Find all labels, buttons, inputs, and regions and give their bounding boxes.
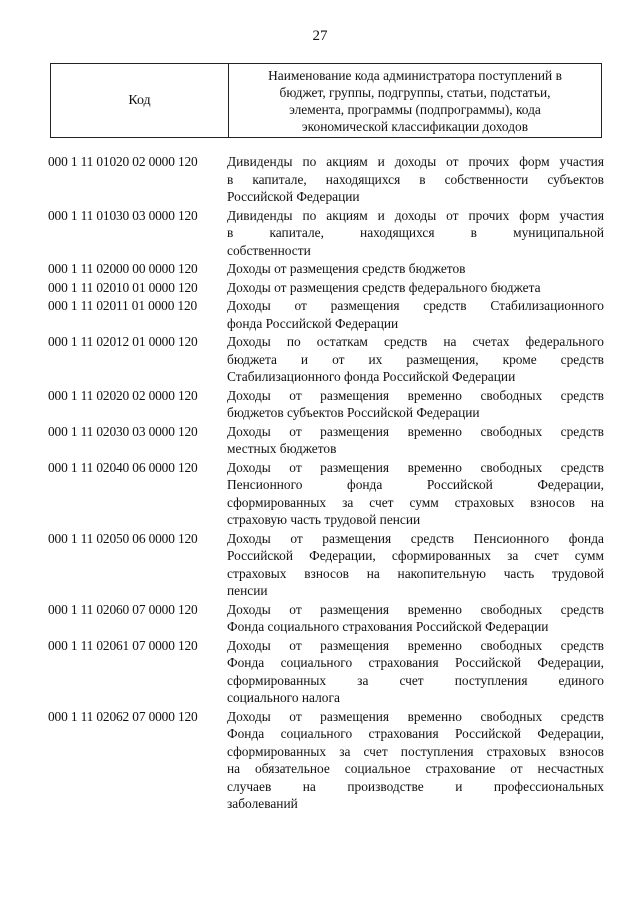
row-description	[226, 333, 604, 386]
row-description	[226, 260, 604, 278]
description-line: социального налога	[227, 690, 340, 705]
description-line: Фонда социального страхования Российской Федерации	[227, 619, 549, 634]
description-line: Российской Федерации, сформированных за счет сумм	[227, 548, 604, 563]
description-line: Фонда социального страхования Российской Федерации,	[227, 726, 604, 741]
table-row	[48, 297, 604, 332]
description-line: случаев на производстве и профессиональных	[227, 778, 604, 794]
row-description	[226, 530, 604, 600]
table-row	[48, 333, 604, 386]
description-line: Доходы от размещения временно свободных средств	[227, 387, 604, 403]
row-description	[226, 637, 604, 707]
description-line: Стабилизационного фонда Российской Федерации	[227, 369, 516, 384]
row-code: 000 1 11 02012 01 0000 120	[48, 334, 198, 349]
description-line: в капитале, находящихся в собственности субъектов	[227, 171, 604, 187]
row-code: 000 1 11 02050 06 0000 120	[48, 530, 198, 546]
row-code: 000 1 11 02061 07 0000 120	[48, 637, 198, 653]
table-row	[48, 530, 604, 600]
description-line: Доходы от размещения временно свободных средств	[227, 637, 604, 653]
row-description	[226, 708, 604, 813]
table-header	[50, 63, 602, 138]
description-line: Доходы от размещения средств федерального бюджета	[227, 279, 541, 295]
table-row	[48, 260, 604, 278]
description-line: Российской Федерации	[227, 189, 360, 204]
description-line: Дивиденды по акциям и доходы от прочих форм участия	[227, 154, 604, 169]
description-line: Дивиденды по акциям и доходы от прочих форм участия	[227, 207, 604, 223]
table-row	[48, 637, 604, 707]
description-line: заболеваний	[227, 796, 298, 811]
row-code: 000 1 11 02010 01 0000 120	[48, 279, 198, 295]
description-line: на обязательное социальное страхование от несчастных	[227, 761, 604, 776]
row-code: 000 1 11 02062 07 0000 120	[48, 708, 198, 724]
header-code-label: Код	[51, 64, 229, 137]
row-description	[226, 601, 604, 636]
row-code: 000 1 11 02060 07 0000 120	[48, 601, 198, 617]
table-row	[48, 708, 604, 813]
description-line: Доходы от размещения временно свободных средств	[227, 601, 604, 617]
row-code: 000 1 11 02040 06 0000 120	[48, 459, 198, 475]
description-line: Доходы от размещения средств бюджетов	[227, 261, 466, 276]
row-description	[226, 297, 604, 332]
description-line: местных бюджетов	[227, 441, 337, 456]
row-code: 000 1 11 01020 02 0000 120	[48, 154, 198, 169]
description-line: страховую часть трудовой пенсии	[227, 512, 421, 527]
description-line: сформированных за счет поступления страховых взносов	[227, 743, 604, 759]
row-description	[226, 387, 604, 422]
page-number: 27	[312, 28, 328, 44]
classification-list	[48, 153, 604, 814]
description-line: Фонда социального страхования Российской Федерации,	[227, 655, 604, 670]
header-name-label: Наименование кода администратора поступлений в бюджет, группы, подгруппы, статьи, подстатьи, элемента, программы (подпрограммы), кода экономической классификации доходов	[268, 67, 562, 134]
table-row	[48, 153, 604, 206]
description-line: сформированных за счет сумм страховых взносов на	[227, 494, 604, 510]
row-code: 000 1 11 01030 03 0000 120	[48, 207, 198, 223]
row-code: 000 1 11 02011 01 0000 120	[48, 298, 198, 313]
description-line: Пенсионного фонда Российской Федерации,	[227, 477, 604, 492]
row-description	[226, 153, 604, 206]
table-row	[48, 459, 604, 529]
row-description	[226, 279, 604, 297]
table-row	[48, 387, 604, 422]
description-line: пенсии	[227, 583, 268, 598]
description-line: собственности	[227, 242, 311, 258]
row-description	[226, 207, 604, 260]
description-line: Доходы от размещения временно свободных средств	[227, 423, 604, 439]
description-line: Доходы от размещения временно свободных средств	[227, 708, 604, 724]
description-line: бюджета и от их размещения, кроме средств	[227, 351, 604, 367]
row-code: 000 1 11 02000 00 0000 120	[48, 261, 198, 276]
row-description	[226, 459, 604, 529]
description-line: в капитале, находящихся в муниципальной	[227, 225, 604, 240]
table-row	[48, 207, 604, 260]
row-code: 000 1 11 02020 02 0000 120	[48, 387, 198, 403]
description-line: бюджетов субъектов Российской Федерации	[227, 405, 480, 420]
description-line: Доходы от размещения средств Пенсионного фонда	[227, 530, 604, 546]
description-line: Доходы от размещения временно свободных средств	[227, 459, 604, 475]
table-row	[48, 601, 604, 636]
description-line: сформированных за счет поступления единого	[227, 672, 604, 688]
table-row	[48, 279, 604, 297]
description-line: фонда Российской Федерации	[227, 315, 399, 331]
row-code: 000 1 11 02030 03 0000 120	[48, 423, 198, 439]
description-line: Доходы от размещения средств Стабилизационного	[227, 298, 604, 313]
row-description	[226, 423, 604, 458]
description-line: страховых взносов на накопительную часть трудовой	[227, 565, 604, 581]
table-row	[48, 423, 604, 458]
description-line: Доходы по остаткам средств на счетах федерального	[227, 334, 604, 349]
